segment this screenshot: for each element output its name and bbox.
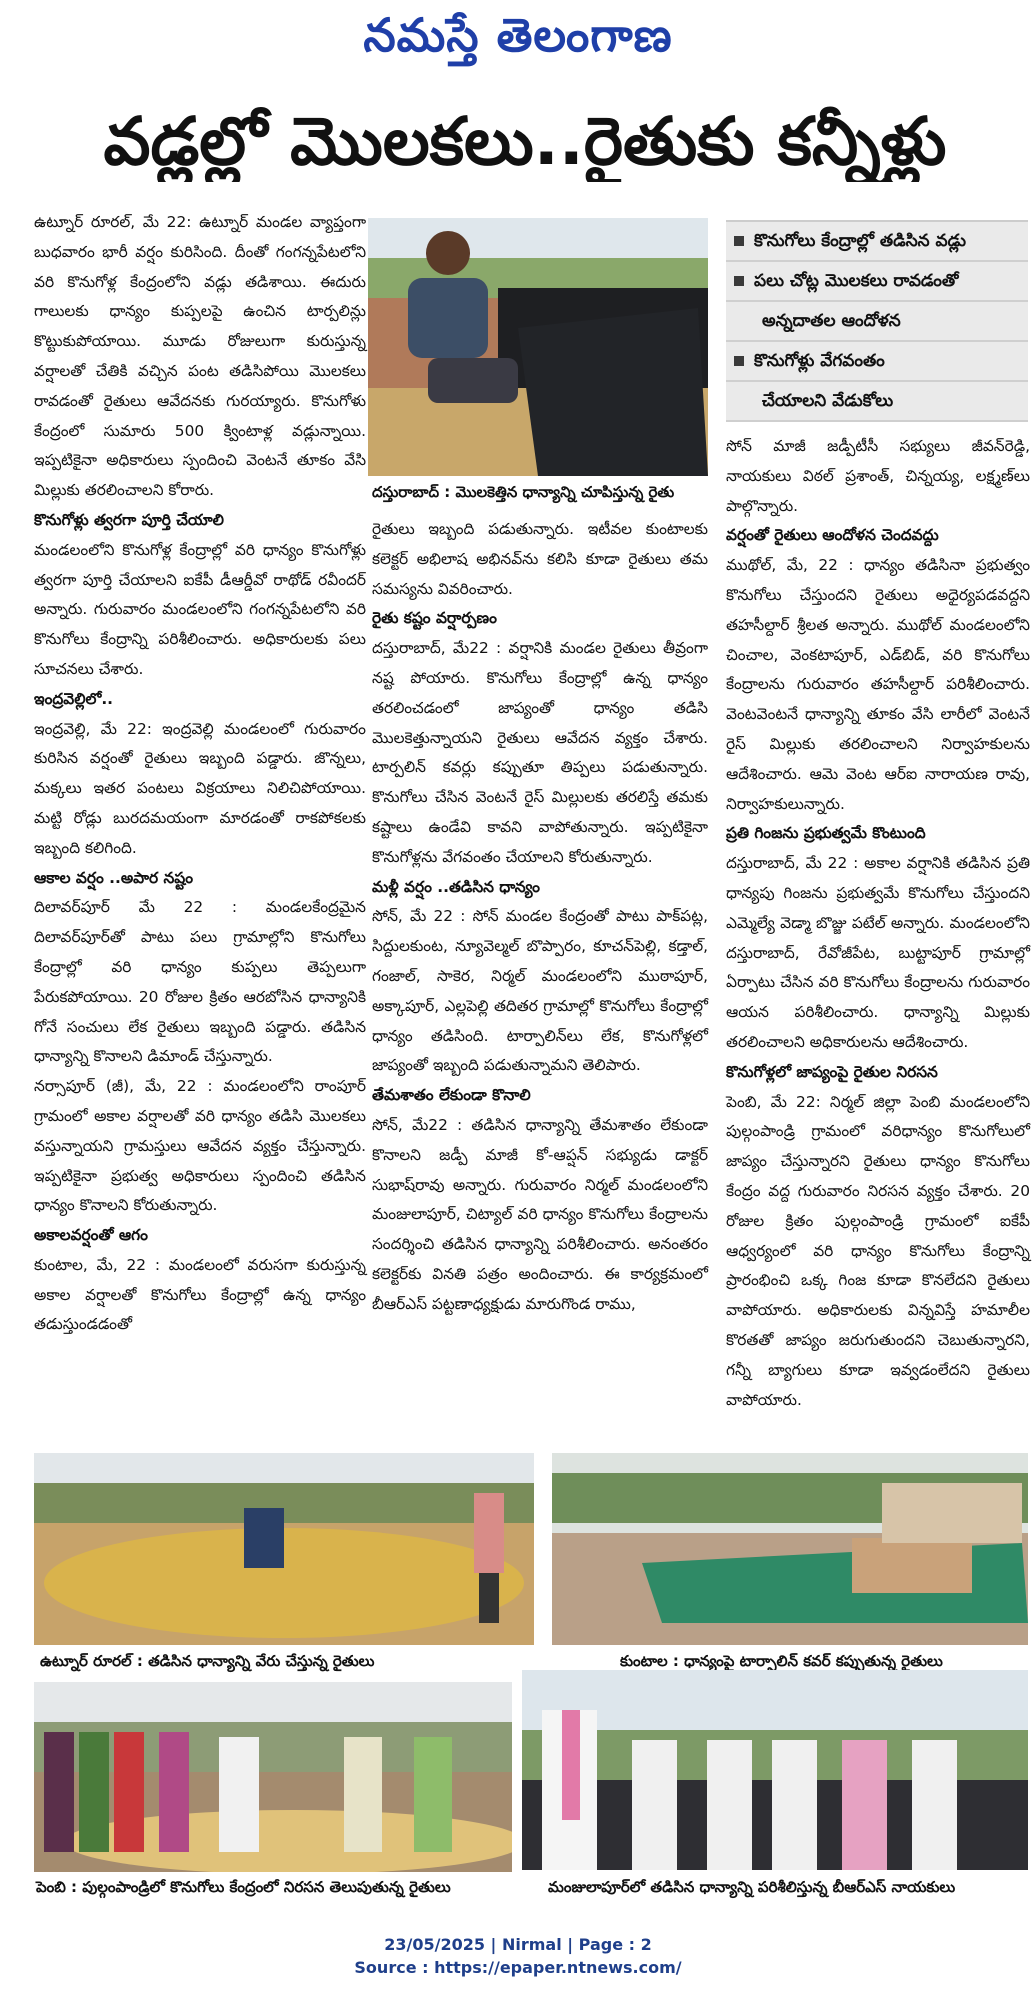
paragraph: ముథోల్, మే, 22 : ధాన్యం తడిసినా ప్రభుత్వం కొనుగోలు చేస్తుందని రైతులు అధైర్యపడవద్దని తహసీల్దార్ శ్రీలత అన్నారు. ముథోల్ మండలంలోని చించాల, వెంకటాపూర్, ఎడ్‌బిడ్, వరి కొనుగోలు కేంద్రాలను గురువారం తహసీల్దార్ పరిశీలించారు. వెంటవెంటనే ధాన్యాన్ని తూకం వేసి లారీలో వెంటనే రైస్ మిల్లుకు తరలించాలని నిర్వాహకులను ఆదేశించారు. ఆమె వెంట ఆర్ఐ నారాయణ రావు, నిర్వాహకులున్నారు. [726, 556, 1030, 813]
footer-source-line: Source : https://epaper.ntnews.com/ [354, 1958, 682, 1977]
col3-continuation: సోన్ మాజీ జడ్పీటీసీ సభ్యులు జీవన్‌రెడ్డి, నాయకులు విఠల్ ప్రశాంత్, చిన్నయ్య, లక్ష్మణ్‌లు పాల్గొన్నారు. [726, 437, 1030, 515]
headline: వడ్లల్లో మొలకలు..రైతుకు కన్నీళ్లు [103, 103, 947, 180]
farmer-sprouted-grain-photo [368, 218, 708, 476]
subheading: ఆకాల వర్షం ..అపార నష్టం [34, 868, 194, 887]
footer-date-line: 23/05/2025 | Nirmal | Page : 2 [384, 1935, 652, 1954]
highlight-item [726, 222, 1028, 262]
highlight-item [726, 262, 1028, 302]
subheading: కొనుగోళ్లు త్వరగా పూర్తి చేయాలి [34, 510, 224, 529]
paragraph: దిలావర్‌పూర్ మే 22 : మండలకేంద్రమైన దిలావర్‌పూర్‌తో పాటు పలు గ్రామాల్లోని కొనుగోలు కేంద్రాల్లో వరి ధాన్యం కుప్పలు తెప్పలుగా పేరుకపోయాయి. 20 రోజుల క్రితం ఆరబోసిన ధాన్యానికి గోనే సంచులు లేక రైతులు ఇబ్బంది పడ్డారు. తడిసిన ధాన్యాన్ని కొనాలని డిమాండ్ చేస్తున్నారు. [34, 898, 366, 1066]
subheading: అకాలవర్షంతో ఆగం [34, 1226, 148, 1245]
subheading: మళ్లీ వర్షం ..తడిసిన ధాన్యం [372, 877, 540, 896]
paragraph: దస్తురాబాద్, మే22 : వర్షానికి మండల రైతులు తీవ్రంగా నష్ట పోయారు. కొనుగోలు కేంద్రాల్లో ఉన్న ధాన్యం తరలించడంలో జాప్యంతో ధాన్యం తడిసి మొలకెత్తున్నాయని రైతులు ఆవేదన వ్యక్తం చేశారు. టార్పలిన్ కవర్లు కప్పుతూ తిప్పలు పడుతున్నారు. కొనుగోలు చేసిన వెంటనే రైస్ మిల్లులకు తరలిస్తే తమకు కష్టాలు ఉండేవి కావని వాపోతున్నారు. ఇప్పటికైనా కొనుగోళ్లను వేగవంతం చేయాలని కోరుతున్నారు. [372, 639, 708, 866]
paragraph: పెంబి, మే 22: నిర్మల్ జిల్లా పెంబి మండలంలోని పుల్గంపాండ్రి గ్రామంలో వరిధాన్యం కొనుగోలులో జాప్యం చేస్తున్నారని రైతులు ధాన్యం కొనుగోలు కేంద్రం వద్ద గురువారం నిరసన వ్యక్తం చేశారు. 20 రోజుల క్రితం పుల్గంపాండ్రి గ్రామంలో ఐకేపీ ఆధ్వర్యంలో వరి ధాన్యం కొనుగోలు కేంద్రాన్ని ప్రారంభించి ఒక్క గింజ కూడా కొనలేదని రైతులు వాపోయారు. అధికారులకు విన్నవిస్తే హమాలీల కొరతతో జాప్యం జరుగుతుందని చెబుతున్నారని, గన్నీ బ్యాగులు కూడా ఇవ్వడంలేదని రైతులు వాపోయారు. [726, 1092, 1030, 1409]
paragraph: రైతులు ఇబ్బంది పడుతున్నారు. ఇటీవల కుంటాలకు కలెక్టర్ అభిలాష అభినవ్‌ను కలిసి కూడా రైతులు తమ సమస్యను వివరించారు. [372, 520, 708, 598]
highlight-text: చేయాలని వేడుకోలు [762, 391, 894, 411]
subheading: తేమశాతం లేకుండా కొనాలి [372, 1086, 531, 1105]
bullet-square-icon [734, 356, 744, 366]
highlight-text: పలు చోట్ల మొలకలు రావడంతో [754, 271, 959, 291]
pembi-photo-caption: పెంబి : పుల్గంపాండ్రిలో కొనుగోలు కేంద్రంలో నిరసన తెలుపుతున్న రైతులు [36, 1878, 451, 1896]
pembi-protest-photo [34, 1682, 512, 1872]
article-column-2 [372, 515, 708, 1320]
subheading: రైతు కష్టం వర్షార్పణం [372, 609, 497, 628]
highlight-text: అన్నదాతల ఆందోళన [762, 311, 901, 331]
subheading: ఇంద్రవెల్లిలో.. [34, 689, 114, 708]
top-photo-caption: దస్తురాబాద్ : మొలకెత్తిన ధాన్యాన్ని చూపిస్తున్న రైతు [372, 483, 675, 501]
paragraph: దస్తురాబాద్, మే 22 : అకాల వర్షానికి తడిసిన ప్రతి ధాన్యపు గింజను ప్రభుత్వమే కొనుగోలు చేస్తుందని ఎమ్మెల్యే వెడ్మా బొజ్జు పటేల్ అన్నారు. మండలంలోని దస్తురాబాద్, రేవోజీపేట, బుట్టాపూర్ గ్రామాల్లో ఏర్పాటు చేసిన వరి కొనుగోలు కేంద్రాలను గురువారం ఆయన పరిశీలించారు. ధాన్యాన్ని మిల్లుకు తరలించాలని అధికారులను ఆదేశించారు. [726, 854, 1030, 1051]
article-column-1 [34, 208, 366, 1340]
subheading: ప్రతి గింజను ప్రభుత్వమే కొంటుంది [726, 824, 926, 843]
highlight-item [726, 302, 1028, 342]
paragraph: సోన్, మే 22 : సోన్ మండల కేంద్రంతో పాటు పాక్‌పట్ల, సిద్దులకుంట, న్యూవెల్మల్ బొప్పారం, కూచన్‌పెల్లి, కడ్తాల్, గంజాల్, సాకెర, నిర్మల్ మండలంలోని ముఠాపూర్, అక్కాపూర్, ఎల్లపెల్లి తదితర గ్రామాల్లో కొనుగోలు కేంద్రాల్లో ధాన్యం తడిసింది. టార్పాలిన్‌లు లేక, కొనుగోళ్లలో జాప్యంతో ఇబ్బంది పడుతున్నామని తెలిపారు. [372, 907, 708, 1075]
subheading: కొనుగోళ్లలో జాప్యంపై రైతుల నిరసన [726, 1062, 938, 1081]
manjulapur-photo-caption: మంజులాపూర్‌లో తడిసిన ధాన్యాన్ని పరిశీలిస్తున్న బీఆర్ఎస్ నాయకులు [548, 1878, 956, 1896]
bullet-square-icon [734, 236, 744, 246]
highlight-item [726, 382, 1028, 422]
highlight-text: కొనుగోలు కేంద్రాల్లో తడిసిన వడ్లు [754, 231, 967, 251]
highlights-box [726, 220, 1028, 422]
manjulapur-leaders-photo [522, 1670, 1028, 1870]
paragraph: సోన్, మే22 : తడిసిన ధాన్యాన్ని తేమశాతం లేకుండా కొనాలని జడ్పీ మాజీ కో-ఆప్షన్ సభ్యుడు డాక్టర్ సుభాష్‌రావు అన్నారు. గురువారం నిర్మల్ మండలంలోని మంజులాపూర్, చిట్యాల్ వరి ధాన్యం కొనుగోలు కేంద్రాలను సందర్శించి తడిసిన ధాన్యాన్ని పరిశీలించారు. అనంతరం కలెక్టర్‌కు వినతి పత్రం అందించారు. ఈ కార్యక్రమంలో బీఆర్ఎస్ పట్టణాధ్యక్షుడు మారుగొండ రాము, [372, 1115, 708, 1313]
utnoor-farmers-photo [34, 1453, 534, 1645]
article-column-3 [726, 432, 1030, 1415]
subheading: వర్షంతో రైతులు ఆందోళన చెందవద్దు [726, 526, 939, 545]
bullet-square-icon [734, 276, 744, 286]
paragraph: ఇంద్రవెల్లి, మే 22: ఇంద్రవెల్లి మండలంలో గురువారం కురిసిన వర్షంతో రైతులు ఇబ్బంది పడ్డారు. జొన్నలు, మక్కలు ఇతర పంటలు విక్రయాలు నిలిచిపోయాయి. మట్టి రోడ్లు బురదమయంగా మారడంతో రాకపోకలకు ఇబ్బంది కలిగింది. [34, 719, 366, 857]
highlight-item [726, 342, 1028, 382]
kuntala-photo-caption: కుంటాల : ధాన్యంపై టార్పాలిన్ కవర్ కప్పుతున్న రైతులు [620, 1652, 943, 1670]
utnoor-photo-caption: ఉట్నూర్ రూరల్ : తడిసిన ధాన్యాన్ని వేరు చేస్తున్న రైతులు [40, 1652, 375, 1670]
masthead: నమస్తే తెలంగాణ [363, 8, 673, 62]
paragraph: ఉట్నూర్ రూరల్, మే 22: ఉట్నూర్ మండల వ్యాప్తంగా బుధవారం భారీ వర్షం కురిసింది. దీంతో గంగన్నపేటలోని వరి కొనుగోళ్ల కేంద్రంలోని వడ్లు తడిశాయి. ఈదురు గాలులకు ధాన్యం కుప్పలపై ఉంచిన టార్పలిన్లు కొట్టుకుపోయాయి. మూడు రోజులుగా కురుస్తున్న వర్షాలతో చేతికి వచ్చిన పంట తడిసిపోయి మొలకలు రావడంతో రైతులు ఆవేదనకు గురయ్యారు. కొనుగోళు కేంద్రంలో సుమారు 500 క్వింటాళ్ల వడ్లున్నాయి. ఇప్పటికైనా అధికారులు స్పందించి వెంటనే తూకం వేసి మిల్లుకు తరలించాలని కోరారు. [34, 213, 366, 500]
highlight-text: కొనుగోళ్లు వేగవంతం [754, 351, 885, 371]
paragraph: నర్సాపూర్ (జీ), మే, 22 : మండలంలోని రాంపూర్ గ్రామంలో అకాల వర్షాలతో వరి ధాన్యం తడిసి మొలకలు వస్తున్నాయని గ్రామస్తులు ఆవేదన వ్యక్తం చేస్తున్నారు. ఇప్పటికైనా ప్రభుత్వ అధికారులు స్పందించి తడిసిన ధాన్యం కొనాలని కోరుతున్నారు. [34, 1077, 366, 1215]
paragraph: మండలంలోని కొనుగోళ్ల కేంద్రాల్లో వరి ధాన్యం కొనుగోళ్లు త్వరగా పూర్తి చేయాలని ఐకేపీ డీఆర్డీవో రాథోడ్ రవీందర్ అన్నారు. గురువారం మండలంలోని గంగన్నపేటలోని వరి కొనుగోలు కేంద్రాన్ని పరిశీలించారు. అధికారులకు పలు సూచనలు చేశారు. [34, 540, 366, 678]
paragraph: కుంటాల, మే, 22 : మండలంలో వరుసగా కురుస్తున్న అకాల వర్షాలతో కొనుగోలు కేంద్రాల్లో ఉన్న ధాన్యం తడుస్తుండడంతో [34, 1255, 366, 1334]
kuntala-tarpaulin-photo [552, 1453, 1028, 1645]
